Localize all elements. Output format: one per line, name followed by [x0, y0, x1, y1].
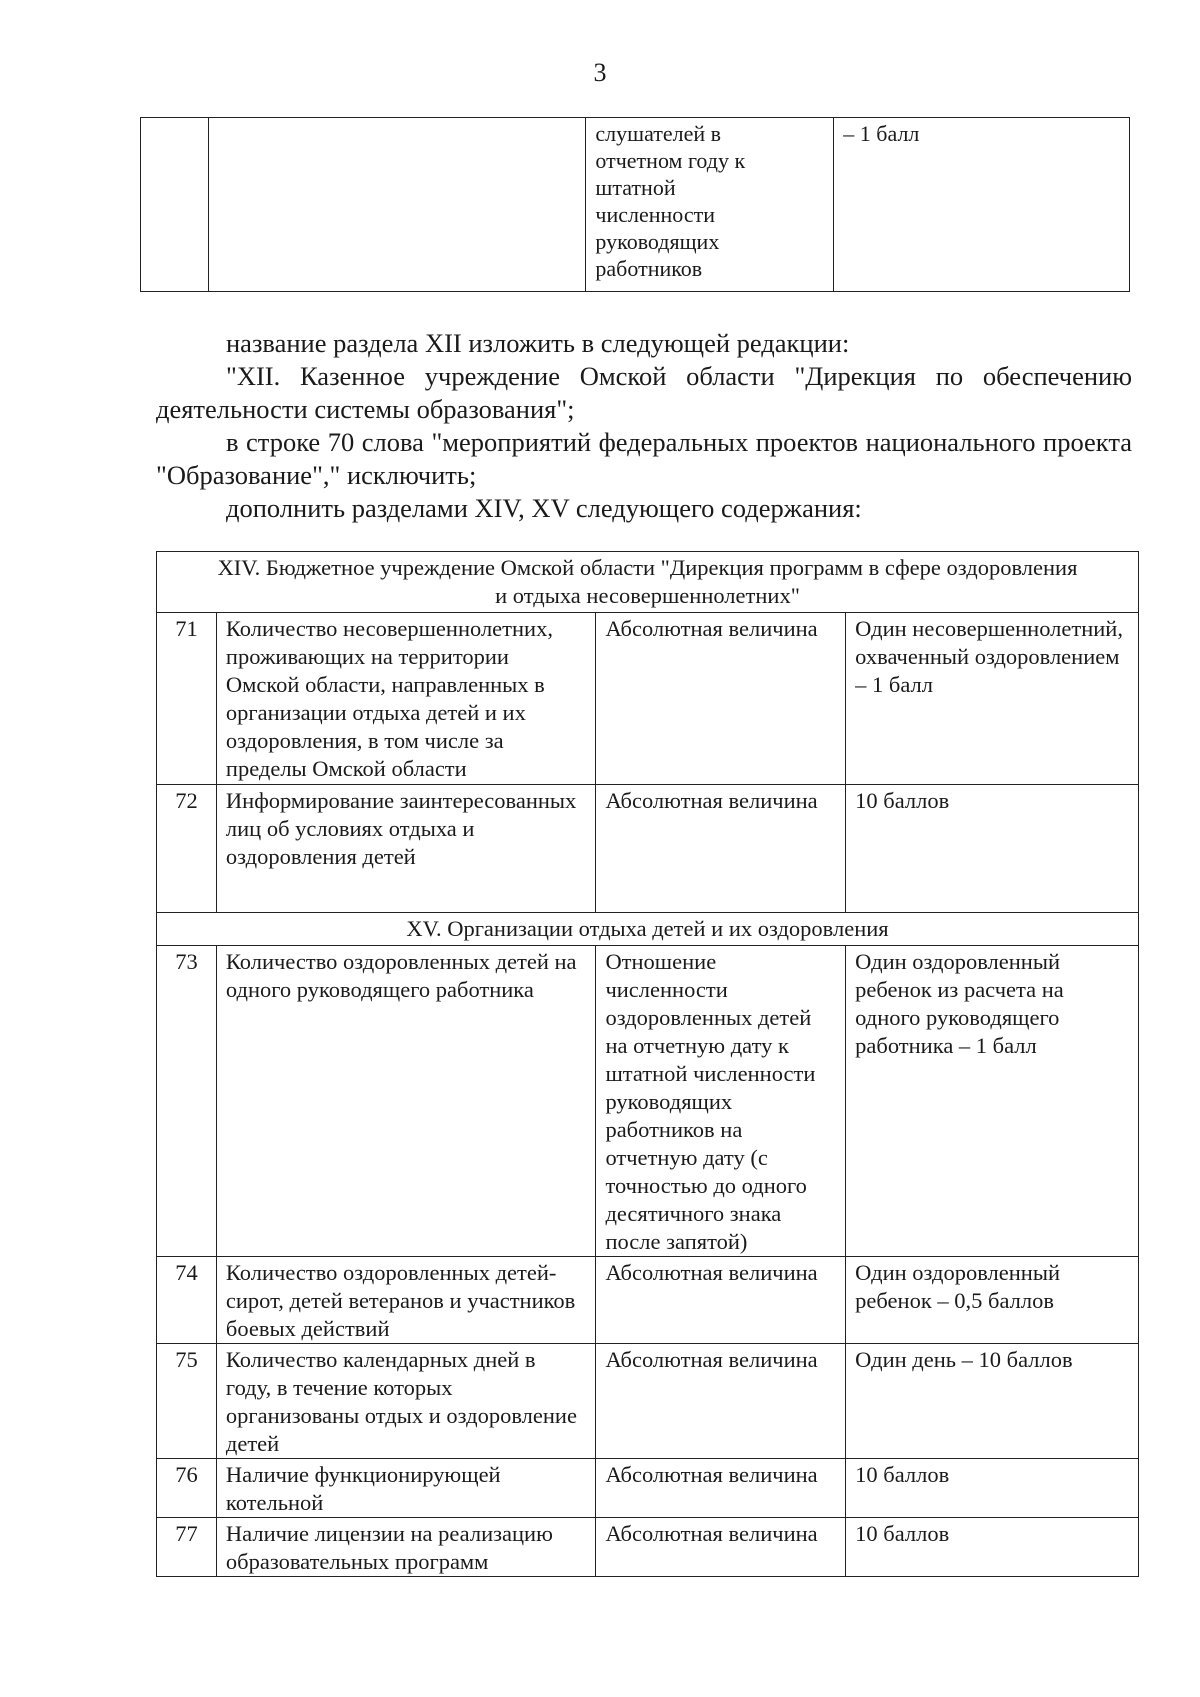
- calculation-method-cell: Абсолютная величина: [596, 1344, 846, 1459]
- indicator-name-cell: Количество оздоровленных детей на одного руководящего работника: [216, 946, 596, 1257]
- table-row: [157, 946, 1139, 1257]
- score-cell: Один оздоровленный ребенок из расчета на одного руководящего работника – 1 балл: [846, 946, 1139, 1257]
- calculation-method-cell: Абсолютная величина: [596, 785, 846, 913]
- indicator-name-cell: Количество оздоровленных детей-сирот, детей ветеранов и участников боевых действий: [216, 1257, 596, 1344]
- score-cell: Один несовершеннолетний, охваченный оздоровлением – 1 балл: [846, 613, 1139, 785]
- indicator-name-cell: Информирование заинтересованных лиц об условиях отдыха и оздоровления детей: [216, 785, 596, 913]
- indicator-name-cell: Наличие функционирующей котельной: [216, 1459, 596, 1518]
- paragraph-2: "XII. Казенное учреждение Омской области "Дирекция по обеспечению деятельности системы образования";: [156, 361, 1132, 424]
- paragraph-3: в строке 70 слова "мероприятий федеральных проектов национального проекта "Образование"," исключить;: [156, 427, 1132, 490]
- row-number-cell: 73: [157, 946, 217, 1257]
- table-row: [157, 785, 1139, 913]
- calculation-method-cell: Абсолютная величина: [596, 1459, 846, 1518]
- section-14-title: XIV. Бюджетное учреждение Омской области "Дирекция программ в сфере оздоровления и отдыха несовершеннолетних": [157, 552, 1139, 613]
- row-number-cell: 76: [157, 1459, 217, 1518]
- calculation-method-cell: Абсолютная величина: [596, 613, 846, 785]
- score-cell: 10 баллов: [846, 785, 1139, 913]
- score-cell: Один оздоровленный ребенок – 0,5 баллов: [846, 1257, 1139, 1344]
- score-cell: 10 баллов: [846, 1518, 1139, 1577]
- row-number-cell: [141, 118, 209, 292]
- calculation-method-cell: Абсолютная величина: [596, 1257, 846, 1344]
- indicator-name-cell: Количество календарных дней в году, в течение которых организованы отдых и оздоровление детей: [216, 1344, 596, 1459]
- section-heading-row: [157, 913, 1139, 946]
- row-number-cell: 75: [157, 1344, 217, 1459]
- section-heading-row: [157, 552, 1139, 613]
- row-number-cell: 72: [157, 785, 217, 913]
- continued-table: [140, 117, 1130, 292]
- calculation-method-cell: слушателей в отчетном году к штатной численности руководящих работников: [586, 118, 834, 292]
- row-number-cell: 77: [157, 1518, 217, 1577]
- table-row: [157, 1459, 1139, 1518]
- indicator-name-cell: [208, 118, 585, 292]
- calculation-method-cell: Отношение численности оздоровленных детей на отчетную дату к штатной численности руководящих работников на отчетную дату (с точностью до одного десятичного знака после запятой): [596, 946, 846, 1257]
- row-number-cell: 74: [157, 1257, 217, 1344]
- table-row: [141, 118, 1130, 292]
- section-15-title: XV. Организации отдыха детей и их оздоровления: [157, 913, 1139, 946]
- table-row: [157, 1257, 1139, 1344]
- page-number: 3: [593, 58, 607, 87]
- score-cell: 10 баллов: [846, 1459, 1139, 1518]
- paragraph-4: дополнить разделами XIV, XV следующего содержания:: [226, 493, 862, 523]
- paragraph-1: название раздела XII изложить в следующей редакции:: [226, 328, 850, 358]
- score-cell: – 1 балл: [834, 118, 1130, 292]
- score-cell: Один день – 10 баллов: [846, 1344, 1139, 1459]
- row-number-cell: 71: [157, 613, 217, 785]
- table-row: [157, 613, 1139, 785]
- table-row: [157, 1344, 1139, 1459]
- indicators-table: [156, 551, 1139, 1577]
- indicator-name-cell: Наличие лицензии на реализацию образовательных программ: [216, 1518, 596, 1577]
- table-row: [157, 1518, 1139, 1577]
- calculation-method-cell: Абсолютная величина: [596, 1518, 846, 1577]
- indicator-name-cell: Количество несовершеннолетних, проживающих на территории Омской области, направленных в организации отдыха детей и их оздоровления, в том числе за пределы Омской области: [216, 613, 596, 785]
